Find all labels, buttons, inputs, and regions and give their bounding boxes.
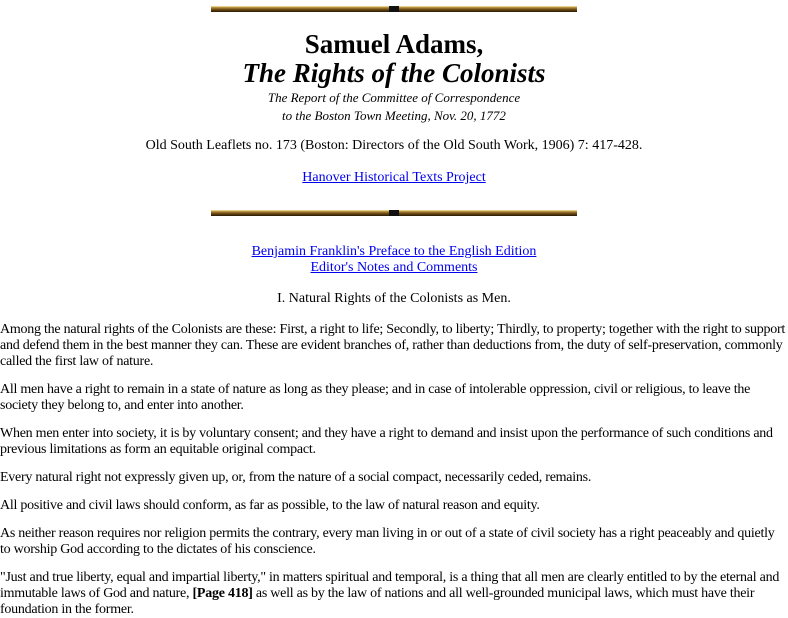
paragraph: As neither reason requires nor religion permits the contrary, every man living in or out of a state of civil society has a right peaceably and quietly to worship God according to the dictates of his conscience. <box>0 526 775 557</box>
subtitle-line-1: The Report of the Committee of Correspondence <box>267 90 521 105</box>
franklin-preface-link[interactable]: Benjamin Franklin's Preface to the English Edition <box>251 244 537 259</box>
divider-ornament-icon <box>389 210 399 216</box>
paragraph-text: as well as by the law of nations and all well-grounded municipal laws, which must have their foundation in the former. <box>0 586 755 617</box>
paragraph: All men have a right to remain in a state of nature as long as they please; and in case of intolerable oppression, civil or religious, to leave the society they belong to, and enter into another. <box>0 382 751 413</box>
divider-top <box>211 6 577 12</box>
author-heading: Samuel Adams, <box>304 29 484 59</box>
paragraph: When men enter into society, it is by voluntary consent; and they have a right to demand and insist upon the performance of such conditions and previous limitations as form an equitable original compact. <box>0 426 773 457</box>
body-text <box>0 322 788 618</box>
section-heading: I. Natural Rights of the Colonists as Men. <box>277 291 511 306</box>
paragraph: Among the natural rights of the Colonists are these: First, a right to life; Secondly, to liberty; Thirdly, to property; together with the right to support and defend them in the best manner they can. These are evident branches of, rather than deductions from, the duty of self-preservation, commonly called the first law of nature. <box>0 322 786 369</box>
paragraph: Every natural right not expressly given up, or, from the nature of a social compact, necessarily ceded, remains. <box>0 470 592 485</box>
title-block <box>0 30 788 186</box>
paragraph <box>0 570 788 618</box>
citation: Old South Leaflets no. 173 (Boston: Directors of the Old South Work, 1906) 7: 417-428. <box>145 138 643 153</box>
page-marker: [Page 418] <box>192 586 253 601</box>
paragraph-text: "Just and true liberty, equal and impartial liberty," in matters spiritual and temporal, is a thing that all men are clearly entitled to by the eternal and immutable laws of God and nature, <box>0 570 780 601</box>
paragraph: All positive and civil laws should conform, as far as possible, to the law of natural reason and equity. <box>0 498 540 513</box>
page-title: The Rights of the Colonists <box>242 58 546 88</box>
divider-bottom <box>211 210 577 216</box>
section-links <box>0 244 788 276</box>
editors-notes-link[interactable]: Editor's Notes and Comments <box>310 260 478 275</box>
subtitle-line-2: to the Boston Town Meeting, Nov. 20, 1772 <box>282 108 506 123</box>
hanover-project-link[interactable]: Hanover Historical Texts Project <box>302 170 486 185</box>
divider-ornament-icon <box>389 6 399 12</box>
